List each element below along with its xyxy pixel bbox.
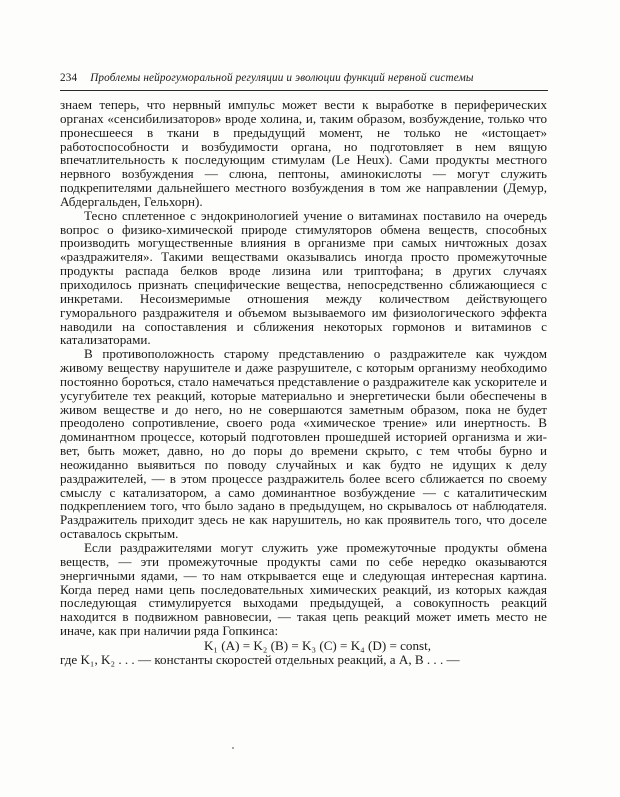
running-header [60, 72, 548, 84]
body-text [60, 98, 547, 667]
running-title: Проблемы нейрогуморальной регуляции и эволюции функций нервной системы [90, 72, 474, 84]
print-speck [232, 747, 234, 749]
paragraph-4: Если раздражителями могут служить уже промежуточные продукты обмена веществ, — эти промежуточные продукты сами по себе нередко оказываются энергичными ядами, — то нам открывается еще и следующая интересная картина. Когда перед нами цепь последовательных химических реакций, из которых каждая последующая стимулируется выходами предыдущей, а совокупность реакций находится в подвижном равновесии, — такая цепь реакций может иметь место не иначе, как при наличии ряда Гопкинса: [60, 540, 547, 639]
paragraph-1: знаем теперь, что нервный импульс может вести к выработке в периферических органах «сенсибилизаторов» вроде холина, и, таким образом, возбуждение, только что пронесшееся в ткани в предыдущий момент, не только не «истощает» работоспособности и возбудимости органа, но подготовляет в нем вящую впечатлительность к последующим стимулам (Le Heux). Сами продукты местного нервного возбуждения — слюна, пептоны, аминокислоты — могут служить подкрепителями дальнейшего местного возбуждения в том же направлении (Демур, Абдергальден, Гельхорн). [60, 97, 547, 209]
paragraph-2: Тесно сплетенное с эндокринологией учение о витаминах поставило на очередь вопрос о физико-химической природе стимуляторов обмена веществ, способных производить могущественные влияния в организме при самых ничтожных дозах «раздражителя». Такими веществами оказывались иногда просто промежуточные продукты распада белков вроде лизина или триптофана; в других случаях приходилось признать специфические вещества, непосредственно сближающиеся с инкретами. Несоизмеримые отношения между количеством действующего гуморального раздражителя и объемом вызываемого им физиологического эффекта наводили на сопоставления и сближения некоторых гормонов и витаминов с катализаторами. [60, 207, 547, 348]
header-rule [60, 90, 548, 91]
paragraph-3: В противоположность старому представлению о раздражителе как чуждом живому веществу нарушителе и даже разрушителе, с которым организму необходимо постоянно бороться, стало намечаться представление о раздражителе как ускорителе и усугубителе тех реакций, которые материально и энергетически были обеспечены в живом веществе и до него, но не совершаются заметным образом, пока не будет преодолено сопротивление, своего рода «химическое трение» или инертность. В доминантном процессе, который подготовлен прошедшей историей организма и живет, быть может, давно, но до поры до времени скрыто, с тем чтобы бурно и неожиданно выявиться по поводу случайных и как будто не идущих к делу раздражителей, — в этом процессе раздражитель более всего сближается по своему смыслу с катализатором, а само доминантное возбуждение — с каталитическим подкреплением того, что было задано в предыдущем, но скрывалось от наблюдателя. Раздражитель приходит здесь не как нарушитель, но как проявитель того, что доселе оставалось скрытым. [60, 346, 547, 542]
formula-explanation: где K₁, K₂ . . . — константы скоростей отдельных реакций, а A, B . . . — [60, 651, 460, 667]
page-number: 234 [60, 72, 78, 84]
hopkins-formula: K₁ (A) = K₂ (B) = K₃ (C) = K₄ (D) = const, [203, 637, 432, 653]
